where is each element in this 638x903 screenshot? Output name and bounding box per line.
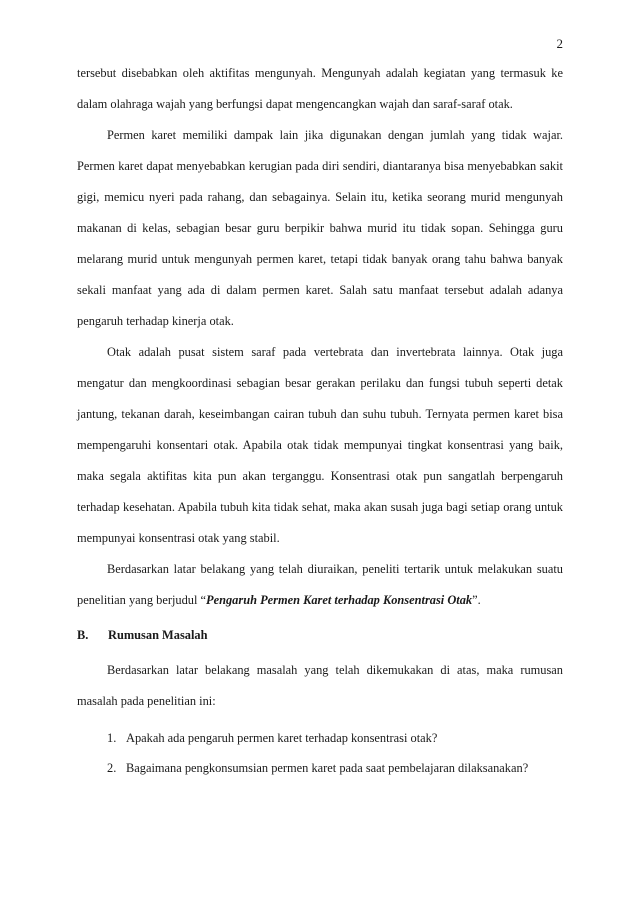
- list-item: [77, 723, 563, 753]
- research-title: Pengaruh Permen Karet terhadap Konsentrasi Otak: [206, 593, 473, 607]
- page-number: 2: [556, 36, 563, 51]
- question-list: [77, 723, 563, 783]
- paragraph-4: [77, 554, 563, 616]
- list-text: Apakah ada pengaruh permen karet terhadap konsentrasi otak?: [126, 731, 438, 745]
- section-heading: [77, 616, 563, 651]
- paragraph-4-text: Berdasarkan latar belakang yang telah diuraikan, peneliti tertarik untuk melakukan suatu penelitian yang berjudul “: [77, 562, 563, 607]
- paragraph-4-end: ”.: [472, 593, 481, 607]
- list-number: 2.: [107, 761, 117, 775]
- list-item: [77, 753, 563, 783]
- paragraph-2: Permen karet memiliki dampak lain jika digunakan dengan jumlah yang tidak wajar. Permen karet dapat menyebabkan kerugian pada diri sendiri, diantaranya bisa menyebabkan sakit gigi, memicu nyeri pada rahang, dan sebagainya. Selain itu, ketika seorang murid mengunyah makanan di kelas, sebagian besar guru berpikir bahwa murid itu tidak sopan. Sehingga guru melarang murid untuk mengunyah permen karet, tetapi tidak banyak orang tahu bahwa banyak sekali manfaat yang ada di dalam permen karet. Salah satu manfaat tersebut adalah adanya pengaruh terhadap kinerja otak.: [77, 128, 563, 328]
- paragraph-1: tersebut disebabkan oleh aktifitas mengunyah. Mengunyah adalah kegiatan yang termasuk ke dalam olahraga wajah yang berfungsi dapat mengencangkan wajah dan saraf-saraf otak.: [77, 66, 563, 111]
- section-letter: B.: [77, 628, 89, 642]
- list-text: Bagaimana pengkonsumsian permen karet pada saat pembelajaran dilaksanakan?: [126, 761, 529, 775]
- list-number: 1.: [107, 731, 117, 745]
- section-title: Rumusan Masalah: [108, 628, 208, 642]
- section-intro: Berdasarkan latar belakang masalah yang telah dikemukakan di atas, maka rumusan masalah pada penelitian ini:: [77, 663, 563, 708]
- paragraph-3: Otak adalah pusat sistem saraf pada vertebrata dan invertebrata lainnya. Otak juga mengatur dan mengkoordinasi sebagian besar gerakan perilaku dan fungsi tubuh seperti detak jantung, tekanan darah, keseimbangan cairan tubuh dan suhu tubuh. Ternyata permen karet bisa mempengaruhi konsentari otak. Apabila otak tidak mempunyai tingkat konsentrasi yang baik, maka segala aktifitas kita pun akan terganggu. Konsentrasi otak pun sangatlah berpengaruh terhadap kesehatan. Apabila tubuh kita tidak sehat, maka akan susah juga bagi setiap orang untuk mempunyai konsentrasi otak yang stabil.: [77, 345, 563, 545]
- document-body: [77, 58, 563, 783]
